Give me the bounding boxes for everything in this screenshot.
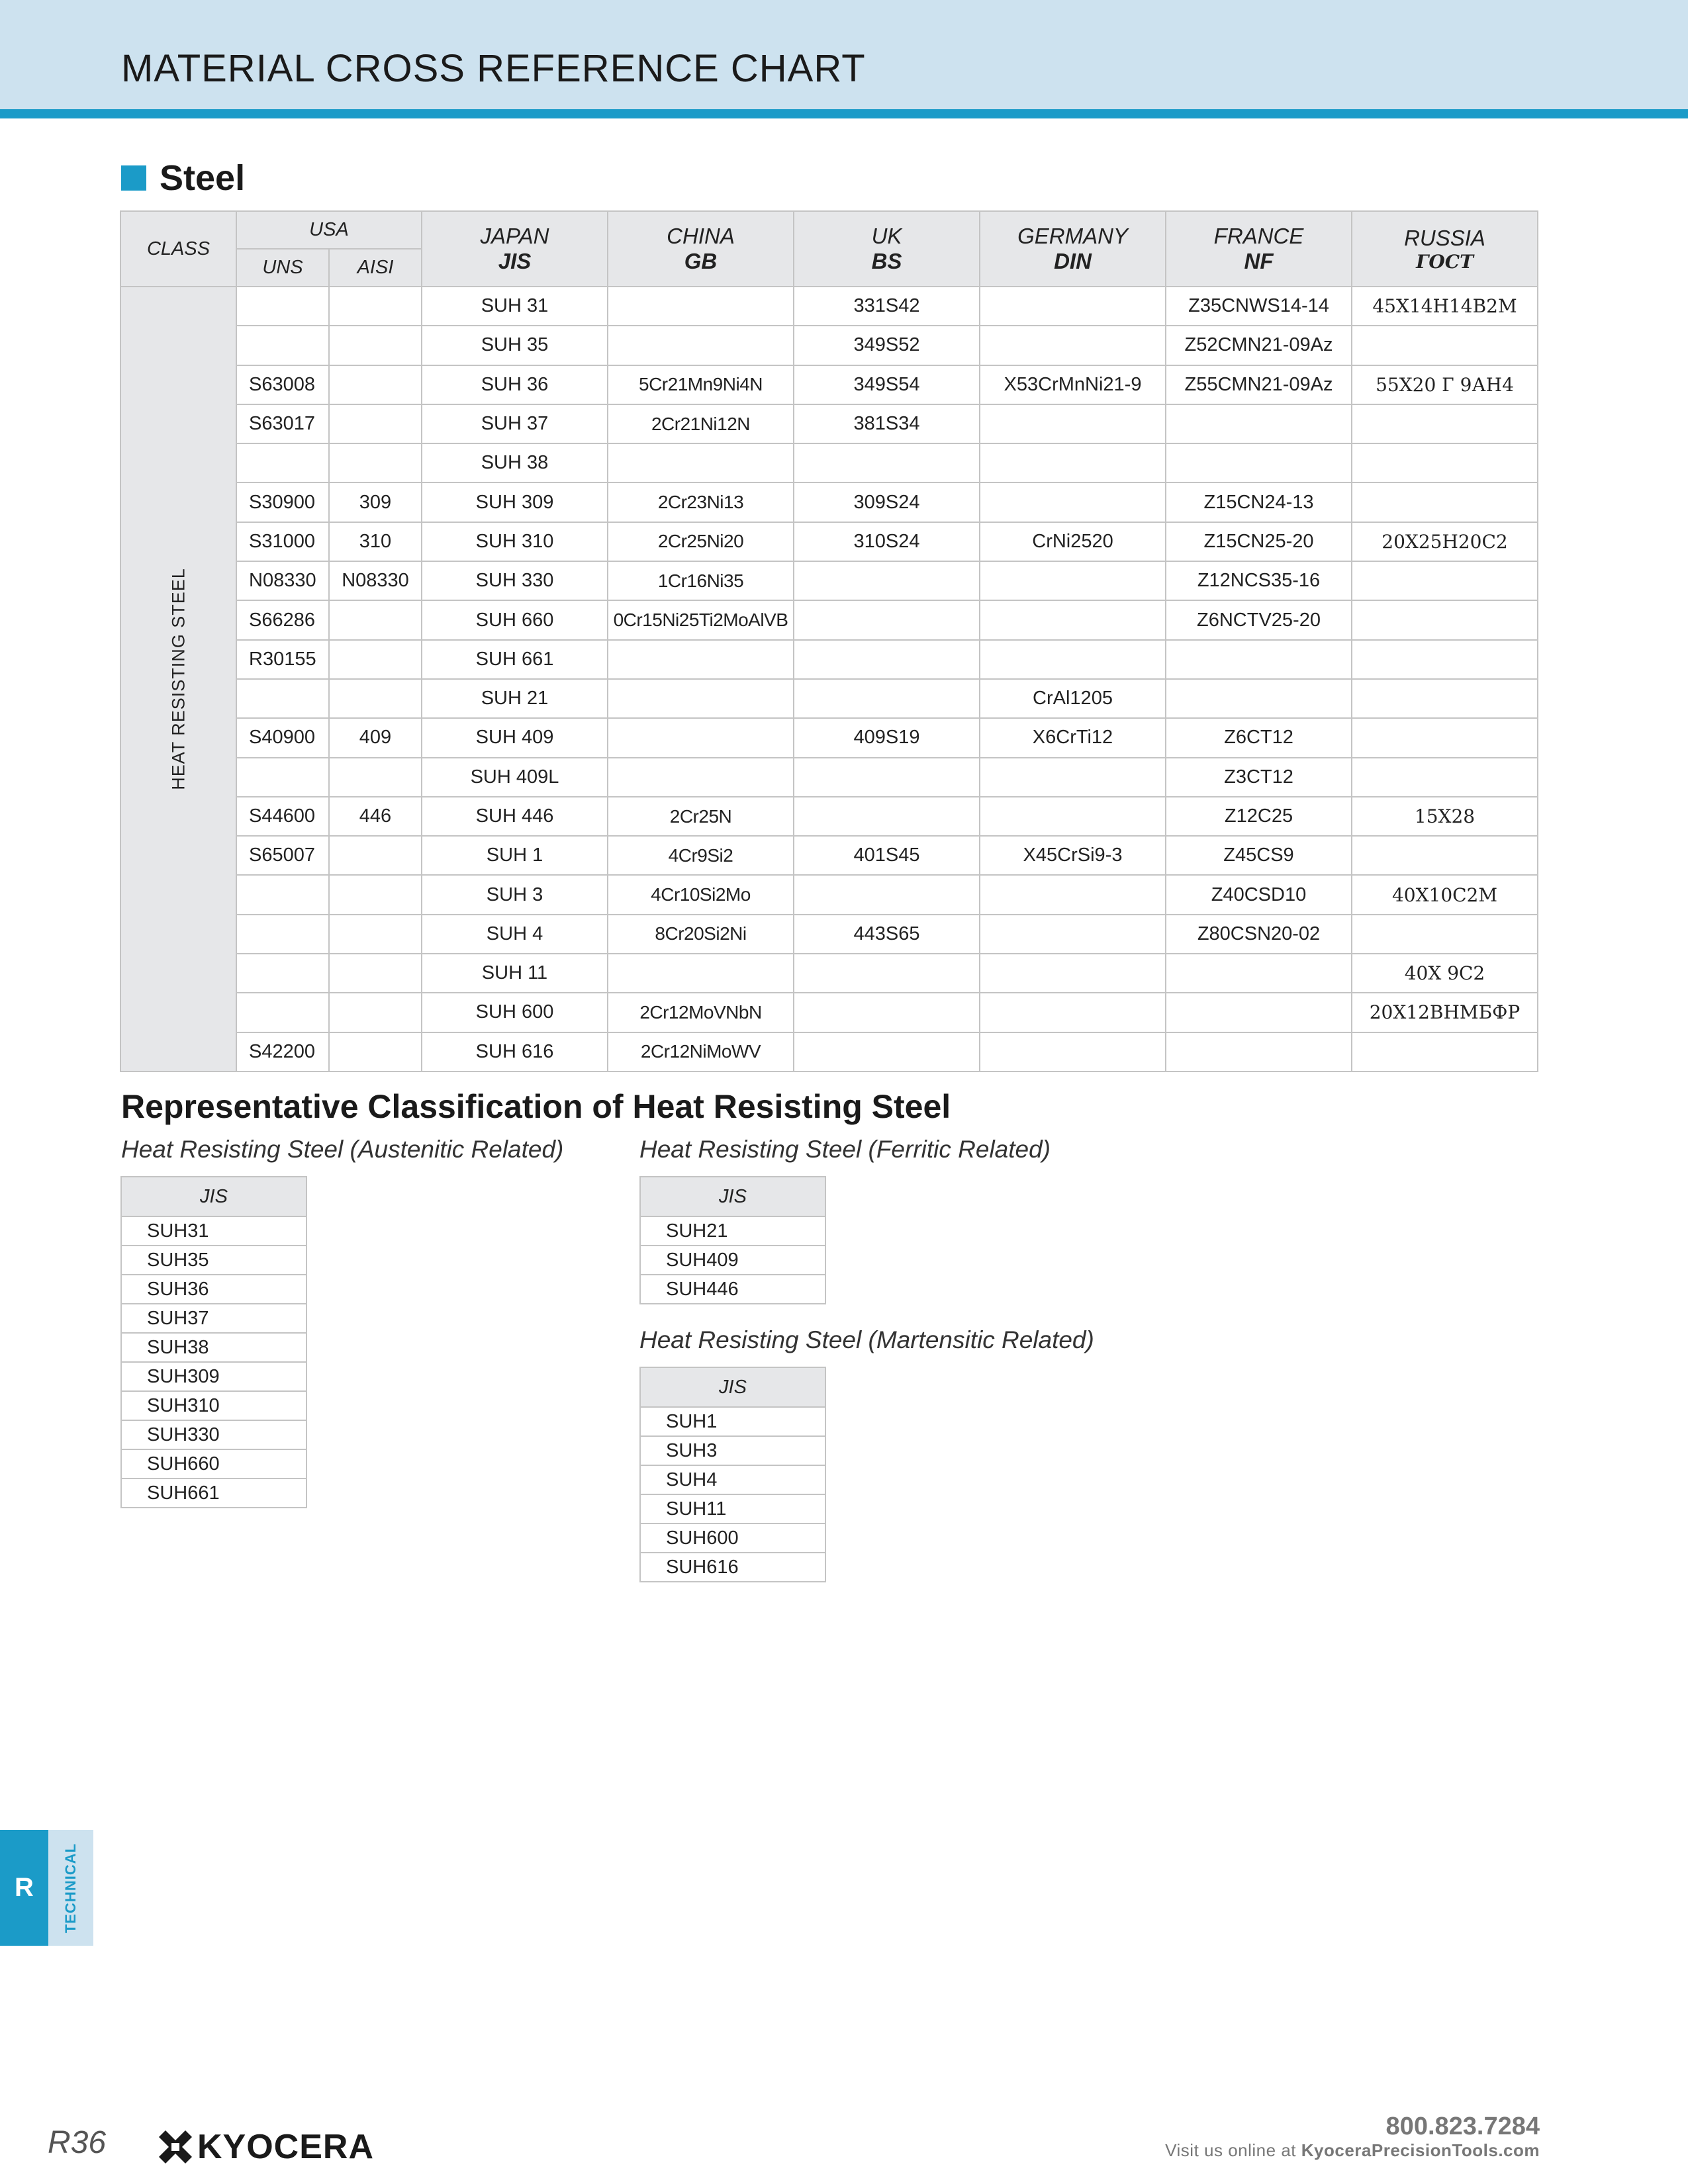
gost-cell: [1352, 718, 1538, 757]
table-row: [120, 718, 1538, 757]
gost-cell: 45Х14Н14В2М: [1352, 287, 1538, 326]
gost-cell: [1352, 326, 1538, 365]
uk-header: [794, 211, 980, 287]
page-number: R36: [48, 2125, 107, 2160]
gb-cell: 5Cr21Mn9Ni4N: [608, 365, 794, 404]
aisi-cell: [329, 443, 422, 482]
aisi-cell: [329, 365, 422, 404]
uns-cell: [236, 287, 329, 326]
list-item: SUH31: [121, 1216, 306, 1246]
list-row: [640, 1494, 825, 1524]
table-row: [120, 640, 1538, 679]
country-name: FRANCE: [1213, 224, 1304, 248]
uns-header: UNS: [236, 249, 329, 287]
visit-prefix: Visit us online at: [1165, 2140, 1301, 2160]
list-row: [121, 1449, 306, 1479]
jis-cell: SUH 38: [422, 443, 608, 482]
nf-cell: Z6CT12: [1166, 718, 1352, 757]
gb-cell: [608, 640, 794, 679]
jis-cell: SUH 3: [422, 875, 608, 914]
table-row: [120, 993, 1538, 1032]
table-row: [120, 600, 1538, 639]
standard-name: BS: [871, 249, 902, 273]
kyocera-mark-icon: [159, 2130, 192, 2163]
uns-cell: [236, 915, 329, 954]
din-cell: [980, 404, 1166, 443]
gost-cell: 15Х28: [1352, 797, 1538, 836]
list-row: [640, 1524, 825, 1553]
bs-cell: 349S54: [794, 365, 980, 404]
list-item: SUH21: [640, 1216, 825, 1246]
jis-cell: SUH 37: [422, 404, 608, 443]
list-item: SUH330: [121, 1420, 306, 1449]
table-row: [120, 522, 1538, 561]
bs-cell: [794, 640, 980, 679]
din-cell: [980, 443, 1166, 482]
aisi-cell: 446: [329, 797, 422, 836]
jis-cell: SUH 35: [422, 326, 608, 365]
din-cell: [980, 600, 1166, 639]
japan-header: [422, 211, 608, 287]
gost-cell: [1352, 679, 1538, 718]
gb-cell: 1Cr16Ni35: [608, 561, 794, 600]
din-cell: [980, 875, 1166, 914]
gb-cell: [608, 287, 794, 326]
gb-cell: 0Cr15Ni25Ti2MoAlVB: [608, 600, 794, 639]
aisi-cell: 310: [329, 522, 422, 561]
bs-cell: [794, 993, 980, 1032]
cross-reference-table: [120, 210, 1538, 1072]
class-cell: [120, 287, 236, 1071]
din-cell: CrNi2520: [980, 522, 1166, 561]
nf-cell: Z12C25: [1166, 797, 1352, 836]
uns-cell: S63017: [236, 404, 329, 443]
aisi-header: AISI: [329, 249, 422, 287]
aisi-cell: [329, 836, 422, 875]
china-header: [608, 211, 794, 287]
uns-cell: [236, 875, 329, 914]
nf-cell: Z6NCTV25-20: [1166, 600, 1352, 639]
jis-cell: SUH 409L: [422, 758, 608, 797]
list-row: [121, 1304, 306, 1333]
website-link[interactable]: KyoceraPrecisionTools.com: [1301, 2140, 1540, 2160]
bs-cell: 381S34: [794, 404, 980, 443]
table-row: [120, 287, 1538, 326]
aisi-cell: [329, 679, 422, 718]
gost-cell: [1352, 404, 1538, 443]
uns-cell: [236, 326, 329, 365]
gost-cell: 20Х12ВНМБФР: [1352, 993, 1538, 1032]
list-row: [640, 1275, 825, 1304]
austenitic-label: Heat Resisting Steel (Austenitic Related): [121, 1136, 564, 1163]
standard-name: DIN: [1054, 249, 1092, 273]
list-row: [121, 1333, 306, 1362]
ferritic-table: [639, 1176, 826, 1304]
gb-cell: 8Cr20Si2Ni: [608, 915, 794, 954]
gb-cell: 4Cr10Si2Mo: [608, 875, 794, 914]
table-row: [120, 365, 1538, 404]
uns-cell: [236, 679, 329, 718]
uns-cell: S31000: [236, 522, 329, 561]
gost-cell: [1352, 640, 1538, 679]
jis-cell: SUH 330: [422, 561, 608, 600]
aisi-cell: 309: [329, 482, 422, 522]
table-row: [120, 875, 1538, 914]
list-item: SUH35: [121, 1246, 306, 1275]
nf-cell: Z45CS9: [1166, 836, 1352, 875]
logo-text: KYOCERA: [197, 2128, 375, 2166]
gb-cell: 2Cr25Ni20: [608, 522, 794, 561]
uns-cell: S30900: [236, 482, 329, 522]
table-row: [120, 954, 1538, 993]
bs-cell: 349S52: [794, 326, 980, 365]
germany-header: [980, 211, 1166, 287]
list-row: [640, 1407, 825, 1436]
gost-cell: [1352, 561, 1538, 600]
bs-cell: 310S24: [794, 522, 980, 561]
bs-cell: [794, 875, 980, 914]
bs-cell: 401S45: [794, 836, 980, 875]
aisi-cell: [329, 875, 422, 914]
din-cell: [980, 758, 1166, 797]
france-header: [1166, 211, 1352, 287]
uns-cell: S40900: [236, 718, 329, 757]
table-row: [120, 915, 1538, 954]
jis-header: JIS: [640, 1177, 825, 1216]
section-square-icon: [121, 165, 146, 191]
nf-cell: Z15CN25-20: [1166, 522, 1352, 561]
list-item: SUH616: [640, 1553, 825, 1582]
din-cell: CrAl1205: [980, 679, 1166, 718]
nf-cell: [1166, 1032, 1352, 1071]
din-cell: X6CrTi12: [980, 718, 1166, 757]
uns-cell: [236, 758, 329, 797]
list-row: [121, 1275, 306, 1304]
aisi-cell: 409: [329, 718, 422, 757]
din-cell: [980, 287, 1166, 326]
bs-cell: 309S24: [794, 482, 980, 522]
jis-cell: SUH 11: [422, 954, 608, 993]
list-item: SUH11: [640, 1494, 825, 1524]
gb-cell: 2Cr12MoVNbN: [608, 993, 794, 1032]
class-header: CLASS: [120, 211, 236, 287]
country-name: GERMANY: [1017, 224, 1128, 248]
austenitic-table: [120, 1176, 307, 1508]
martensitic-table: [639, 1367, 826, 1582]
gb-cell: [608, 326, 794, 365]
ferritic-label: Heat Resisting Steel (Ferritic Related): [639, 1136, 1051, 1163]
list-item: SUH4: [640, 1465, 825, 1494]
jis-header: JIS: [640, 1367, 825, 1407]
section-tab-r[interactable]: R: [0, 1830, 48, 1946]
gost-cell: [1352, 443, 1538, 482]
aisi-cell: [329, 600, 422, 639]
uns-cell: [236, 954, 329, 993]
din-cell: [980, 993, 1166, 1032]
bs-cell: 443S65: [794, 915, 980, 954]
uns-cell: R30155: [236, 640, 329, 679]
gost-cell: [1352, 758, 1538, 797]
list-item: SUH1: [640, 1407, 825, 1436]
list-item: SUH661: [121, 1479, 306, 1508]
aisi-cell: [329, 993, 422, 1032]
bs-cell: [794, 600, 980, 639]
jis-cell: SUH 31: [422, 287, 608, 326]
list-item: SUH36: [121, 1275, 306, 1304]
kyocera-logo: [159, 2127, 374, 2167]
bs-cell: [794, 758, 980, 797]
gost-cell: [1352, 1032, 1538, 1071]
jis-cell: SUH 4: [422, 915, 608, 954]
table-row: [120, 482, 1538, 522]
jis-cell: SUH 36: [422, 365, 608, 404]
aisi-cell: [329, 758, 422, 797]
standard-name: JIS: [498, 249, 532, 273]
list-item: SUH600: [640, 1524, 825, 1553]
nf-cell: Z3CT12: [1166, 758, 1352, 797]
gb-cell: 2Cr25N: [608, 797, 794, 836]
country-name: CHINA: [667, 224, 735, 248]
gost-cell: [1352, 600, 1538, 639]
nf-cell: Z40CSD10: [1166, 875, 1352, 914]
bs-cell: 409S19: [794, 718, 980, 757]
standard-name: NF: [1244, 249, 1274, 273]
gb-cell: 2Cr12NiMoWV: [608, 1032, 794, 1071]
section-heading: [121, 158, 245, 199]
list-row: [121, 1479, 306, 1508]
table-row: [120, 404, 1538, 443]
nf-cell: Z80CSN20-02: [1166, 915, 1352, 954]
table-row: [120, 679, 1538, 718]
russia-header: [1352, 211, 1538, 287]
gb-cell: [608, 443, 794, 482]
nf-cell: Z52CMN21-09Az: [1166, 326, 1352, 365]
jis-cell: SUH 21: [422, 679, 608, 718]
table-row: [120, 836, 1538, 875]
table-row: [120, 758, 1538, 797]
list-row: [640, 1465, 825, 1494]
aisi-cell: [329, 1032, 422, 1071]
nf-cell: Z35CNWS14-14: [1166, 287, 1352, 326]
list-item: SUH37: [121, 1304, 306, 1333]
table-row: [120, 561, 1538, 600]
uns-cell: S66286: [236, 600, 329, 639]
aisi-cell: [329, 287, 422, 326]
website-line: [1165, 2140, 1540, 2161]
nf-cell: Z15CN24-13: [1166, 482, 1352, 522]
table-row: [120, 797, 1538, 836]
jis-cell: SUH 661: [422, 640, 608, 679]
list-item: SUH409: [640, 1246, 825, 1275]
list-item: SUH310: [121, 1391, 306, 1420]
nf-cell: [1166, 443, 1352, 482]
jis-cell: SUH 660: [422, 600, 608, 639]
gb-cell: 4Cr9Si2: [608, 836, 794, 875]
list-row: [640, 1436, 825, 1465]
gost-cell: 20Х25Н20С2: [1352, 522, 1538, 561]
list-item: SUH38: [121, 1333, 306, 1362]
din-cell: [980, 915, 1166, 954]
section-title: Steel: [160, 158, 246, 198]
nf-cell: [1166, 993, 1352, 1032]
din-cell: [980, 954, 1166, 993]
aisi-cell: N08330: [329, 561, 422, 600]
din-cell: [980, 561, 1166, 600]
gost-cell: 40Х 9С2: [1352, 954, 1538, 993]
classification-title: Representative Classification of Heat Resisting Steel: [121, 1088, 951, 1125]
page-title: MATERIAL CROSS REFERENCE CHART: [121, 47, 866, 90]
din-cell: [980, 640, 1166, 679]
uns-cell: S63008: [236, 365, 329, 404]
list-row: [640, 1553, 825, 1582]
din-cell: [980, 1032, 1166, 1071]
list-row: [640, 1246, 825, 1275]
gost-cell: 55Х20 Г 9АН4: [1352, 365, 1538, 404]
gb-cell: [608, 954, 794, 993]
list-row: [121, 1216, 306, 1246]
header-rule: [0, 109, 1688, 118]
din-cell: [980, 482, 1166, 522]
uns-cell: [236, 993, 329, 1032]
jis-cell: SUH 1: [422, 836, 608, 875]
gost-cell: [1352, 915, 1538, 954]
gb-cell: 2Cr21Ni12N: [608, 404, 794, 443]
nf-cell: Z55CMN21-09Az: [1166, 365, 1352, 404]
list-row: [121, 1246, 306, 1275]
nf-cell: [1166, 954, 1352, 993]
jis-cell: SUH 309: [422, 482, 608, 522]
jis-cell: SUH 600: [422, 993, 608, 1032]
nf-cell: [1166, 404, 1352, 443]
din-cell: X45CrSi9-3: [980, 836, 1166, 875]
bs-cell: [794, 797, 980, 836]
gost-cell: [1352, 482, 1538, 522]
gost-cell: [1352, 836, 1538, 875]
martensitic-label: Heat Resisting Steel (Martensitic Related): [639, 1326, 1094, 1353]
table-row: [120, 326, 1538, 365]
list-row: [121, 1362, 306, 1391]
aisi-cell: [329, 915, 422, 954]
standard-name: ГОСТ: [1416, 250, 1474, 273]
table-row: [120, 1032, 1538, 1071]
bs-cell: 331S42: [794, 287, 980, 326]
gb-cell: [608, 718, 794, 757]
table-row: [120, 443, 1538, 482]
aisi-cell: [329, 640, 422, 679]
standard-name: GB: [684, 249, 718, 273]
list-item: SUH660: [121, 1449, 306, 1479]
table-body: [120, 287, 1538, 1071]
list-row: [121, 1420, 306, 1449]
jis-cell: SUH 409: [422, 718, 608, 757]
bs-cell: [794, 561, 980, 600]
phone-number: 800.823.7284: [1385, 2113, 1540, 2140]
list-item: SUH446: [640, 1275, 825, 1304]
bs-cell: [794, 679, 980, 718]
nf-cell: [1166, 679, 1352, 718]
section-tab-label: TECHNICAL: [62, 1843, 79, 1933]
jis-cell: SUH 446: [422, 797, 608, 836]
jis-cell: SUH 616: [422, 1032, 608, 1071]
aisi-cell: [329, 326, 422, 365]
aisi-cell: [329, 954, 422, 993]
bs-cell: [794, 954, 980, 993]
uns-cell: [236, 443, 329, 482]
uns-cell: S42200: [236, 1032, 329, 1071]
jis-cell: SUH 310: [422, 522, 608, 561]
country-name: RUSSIA: [1404, 225, 1485, 250]
uns-cell: S44600: [236, 797, 329, 836]
gb-cell: 2Cr23Ni13: [608, 482, 794, 522]
usa-header: USA: [236, 211, 422, 249]
uns-cell: N08330: [236, 561, 329, 600]
list-item: SUH3: [640, 1436, 825, 1465]
uns-cell: S65007: [236, 836, 329, 875]
list-item: SUH309: [121, 1362, 306, 1391]
country-name: UK: [871, 224, 902, 248]
nf-cell: [1166, 640, 1352, 679]
gost-cell: 40Х10С2М: [1352, 875, 1538, 914]
jis-header: JIS: [121, 1177, 306, 1216]
gb-cell: [608, 679, 794, 718]
bs-cell: [794, 1032, 980, 1071]
class-label: HEAT RESISTING STEEL: [168, 568, 188, 790]
country-name: JAPAN: [480, 224, 549, 248]
aisi-cell: [329, 404, 422, 443]
din-cell: [980, 797, 1166, 836]
gb-cell: [608, 758, 794, 797]
section-tab-technical[interactable]: [48, 1830, 93, 1946]
nf-cell: Z12NCS35-16: [1166, 561, 1352, 600]
din-cell: X53CrMnNi21-9: [980, 365, 1166, 404]
list-row: [121, 1391, 306, 1420]
list-row: [640, 1216, 825, 1246]
bs-cell: [794, 443, 980, 482]
din-cell: [980, 326, 1166, 365]
